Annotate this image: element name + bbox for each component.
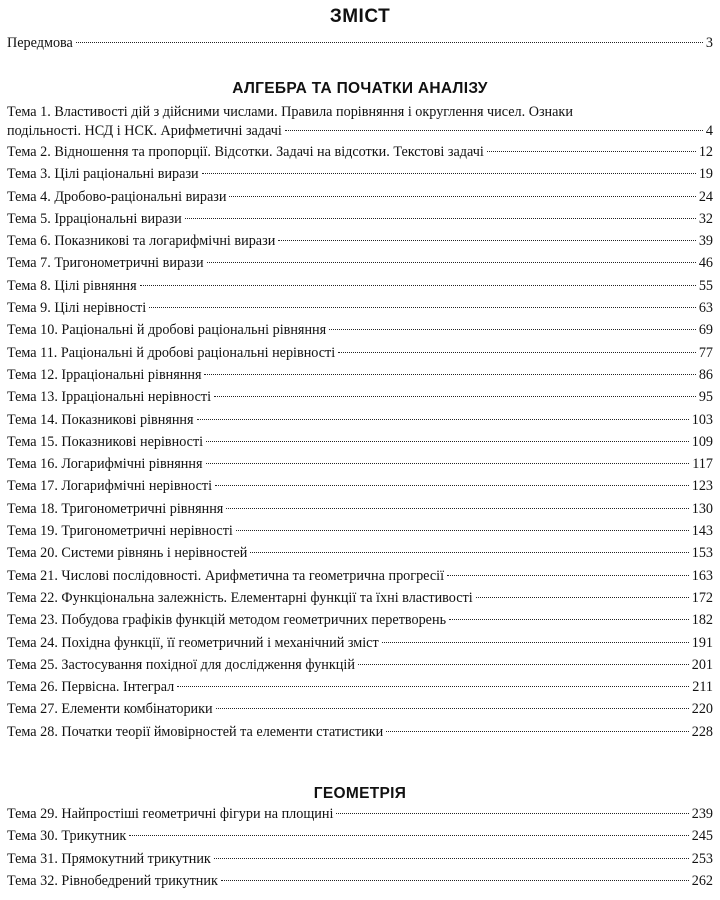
toc-entry-text: Передмова bbox=[7, 35, 73, 51]
toc-entry[interactable] bbox=[7, 409, 713, 431]
toc-entry[interactable] bbox=[7, 565, 713, 587]
dot-leader bbox=[449, 618, 689, 620]
toc-entry-text: Тема 14. Показникові рівняння bbox=[7, 411, 194, 428]
toc-entry[interactable] bbox=[7, 230, 713, 252]
toc-entry-page: 77 bbox=[698, 344, 713, 361]
dot-leader bbox=[214, 395, 696, 397]
toc-entry-text: Тема 24. Похідна функції, її геометричний і механічний зміст bbox=[7, 634, 379, 651]
dot-leader bbox=[338, 351, 696, 353]
dot-leader bbox=[229, 195, 695, 197]
dot-leader bbox=[221, 879, 689, 881]
dot-leader bbox=[278, 239, 696, 241]
dot-leader bbox=[447, 574, 689, 576]
toc-entry-page: 19 bbox=[698, 166, 713, 183]
dot-leader bbox=[329, 328, 696, 330]
toc-entry-text: Тема 23. Побудова графіків функцій методом геометричних перетворень bbox=[7, 612, 447, 629]
dot-leader bbox=[185, 217, 696, 219]
dot-leader bbox=[204, 373, 695, 375]
toc-entry-page: 24 bbox=[698, 188, 713, 205]
toc-entry[interactable] bbox=[7, 364, 713, 386]
toc-entry[interactable] bbox=[7, 431, 713, 453]
toc-entry-page: 239 bbox=[691, 806, 713, 822]
toc-entry[interactable] bbox=[7, 103, 713, 141]
toc-entry-text: Тема 3. Цілі раціональні вирази bbox=[7, 166, 199, 183]
preface-list bbox=[7, 32, 713, 54]
dot-leader bbox=[202, 172, 696, 174]
toc-entry-text: Тема 2. Відношення та пропорції. Відсотки. Задачі на відсотки. Текстові задачі bbox=[7, 144, 484, 160]
dot-leader bbox=[207, 261, 696, 263]
toc-entry-page: 201 bbox=[691, 656, 713, 673]
toc-entry-page: 262 bbox=[691, 872, 713, 889]
toc-entry-page: 211 bbox=[692, 679, 713, 696]
toc-entry-preface[interactable] bbox=[7, 32, 713, 54]
page-title: ЗМІСТ bbox=[329, 6, 391, 27]
toc-entry-page: 245 bbox=[691, 828, 713, 845]
dot-leader bbox=[206, 462, 690, 464]
toc-entry-text: Тема 13. Ірраціональні нерівності bbox=[7, 389, 212, 406]
toc-entry-text: Тема 17. Логарифмічні нерівності bbox=[7, 478, 213, 495]
dot-leader bbox=[197, 418, 689, 420]
toc-entry-page: 3 bbox=[705, 35, 713, 51]
toc-entry[interactable] bbox=[7, 141, 713, 163]
toc-entry-page: 55 bbox=[698, 277, 713, 294]
toc-entry[interactable] bbox=[7, 498, 713, 520]
dot-leader bbox=[149, 306, 696, 308]
toc-entry-text: Тема 16. Логарифмічні рівняння bbox=[7, 456, 203, 473]
toc-entry-text: Тема 9. Цілі нерівності bbox=[7, 300, 147, 317]
toc-entry[interactable] bbox=[7, 721, 713, 743]
dot-leader bbox=[487, 150, 696, 152]
toc-entry-page: 130 bbox=[691, 500, 713, 517]
dot-leader bbox=[214, 857, 689, 859]
toc-entry[interactable] bbox=[7, 297, 713, 319]
toc-entry-page: 117 bbox=[692, 456, 713, 473]
toc-entry-page: 63 bbox=[698, 300, 713, 317]
toc-entry-text: Тема 30. Трикутник bbox=[7, 828, 127, 845]
dot-leader bbox=[386, 730, 688, 732]
toc-entry-text: Тема 7. Тригонометричні вирази bbox=[7, 255, 204, 272]
toc-entry-text: Тема 31. Прямокутний трикутник bbox=[7, 850, 211, 867]
toc-entry-page: 228 bbox=[691, 723, 713, 740]
toc-entry[interactable] bbox=[7, 453, 713, 475]
toc-entry-page: 153 bbox=[691, 545, 713, 562]
toc-entry-text: Тема 18. Тригонометричні рівняння bbox=[7, 500, 224, 517]
dot-leader bbox=[382, 641, 689, 643]
toc-entry-text: Тема 8. Цілі рівняння bbox=[7, 277, 137, 294]
dot-leader bbox=[216, 707, 689, 709]
toc-entry-text: Тема 27. Елементи комбінаторики bbox=[7, 701, 213, 718]
toc-entry-text: Тема 6. Показникові та логарифмічні вирази bbox=[7, 233, 276, 250]
dot-leader bbox=[129, 834, 688, 836]
dot-leader bbox=[358, 663, 689, 665]
toc-entry-text: Тема 25. Застосування похідної для дослідження функцій bbox=[7, 656, 355, 673]
toc-entry-page: 123 bbox=[691, 478, 713, 495]
dot-leader bbox=[285, 129, 703, 131]
toc-entry[interactable] bbox=[7, 186, 713, 208]
dot-leader bbox=[206, 440, 689, 442]
dot-leader bbox=[250, 551, 688, 553]
toc-entry-text: Тема 19. Тригонометричні нерівності bbox=[7, 523, 233, 540]
geometry-topic-list bbox=[7, 803, 713, 892]
toc-entry-text: Тема 26. Первісна. Інтеграл bbox=[7, 679, 175, 696]
section-heading-algebra: АЛГЕБРА ТА ПОЧАТКИ АНАЛІЗУ bbox=[232, 80, 488, 97]
dot-leader bbox=[215, 484, 689, 486]
toc-entry[interactable] bbox=[7, 163, 713, 185]
toc-entry-text-line2: подільності. НСД і НСК. Арифметичні задачі bbox=[7, 123, 282, 139]
toc-entry-text: Тема 11. Раціональні й дробові раціональні нерівності bbox=[7, 344, 336, 361]
toc-entry-text: Тема 15. Показникові нерівності bbox=[7, 433, 204, 450]
toc-entry-page: 46 bbox=[698, 255, 713, 272]
toc-entry-page: 69 bbox=[698, 322, 713, 339]
toc-entry-text: Тема 20. Системи рівнянь і нерівностей bbox=[7, 545, 248, 562]
toc-entry[interactable] bbox=[7, 848, 713, 870]
toc-entry-page: 109 bbox=[691, 433, 713, 450]
toc-entry[interactable] bbox=[7, 698, 713, 720]
toc-entry-text: Тема 28. Початки теорії ймовірностей та елементи статистики bbox=[7, 723, 384, 740]
toc-entry-page: 253 bbox=[691, 850, 713, 867]
toc-entry[interactable] bbox=[7, 520, 713, 542]
dot-leader bbox=[76, 41, 703, 43]
dot-leader bbox=[336, 812, 688, 814]
toc-entry-text: Тема 21. Числові послідовності. Арифметична та геометрична прогресії bbox=[7, 567, 445, 584]
toc-entry-page: 182 bbox=[691, 612, 713, 629]
toc-entry-page: 143 bbox=[691, 523, 713, 540]
toc-entry-page: 95 bbox=[698, 389, 713, 406]
toc-entry[interactable] bbox=[7, 632, 713, 654]
toc-entry[interactable] bbox=[7, 319, 713, 341]
toc-entry-page: 39 bbox=[698, 233, 713, 250]
toc-entry[interactable] bbox=[7, 275, 713, 297]
toc-entry-page: 220 bbox=[691, 701, 713, 718]
toc-entry-text: Тема 12. Ірраціональні рівняння bbox=[7, 366, 202, 383]
toc-entry-text: Тема 5. Ірраціональні вирази bbox=[7, 210, 182, 227]
toc-entry[interactable] bbox=[7, 208, 713, 230]
toc-entry-page: 12 bbox=[698, 144, 713, 160]
toc-entry[interactable] bbox=[7, 654, 713, 676]
algebra-topic-list bbox=[7, 103, 713, 743]
toc-entry[interactable] bbox=[7, 870, 713, 892]
toc-entry-page: 103 bbox=[691, 411, 713, 428]
toc-entry[interactable] bbox=[7, 676, 713, 698]
section-heading-geometry: ГЕОМЕТРІЯ bbox=[313, 785, 407, 802]
toc-entry-text: Тема 22. Функціональна залежність. Елементарні функції та їхні властивості bbox=[7, 589, 473, 606]
toc-entry[interactable] bbox=[7, 342, 713, 364]
toc-entry-page: 4 bbox=[705, 123, 713, 139]
toc-entry-text-line1: Тема 1. Властивості дій з дійсними числами. Правила порівняння і округлення чисел. Ознаки bbox=[7, 104, 573, 120]
toc-entry-page: 32 bbox=[698, 210, 713, 227]
toc-entry[interactable] bbox=[7, 609, 713, 631]
toc-entry-text: Тема 4. Дробово-раціональні вирази bbox=[7, 188, 227, 205]
toc-entry[interactable] bbox=[7, 252, 713, 274]
toc-entry-text: Тема 29. Найпростіші геометричні фігури на площині bbox=[7, 806, 334, 822]
toc-entry-text: Тема 10. Раціональні й дробові раціональні рівняння bbox=[7, 322, 327, 339]
dot-leader bbox=[476, 596, 689, 598]
toc-entry-text: Тема 32. Рівнобедрений трикутник bbox=[7, 872, 218, 889]
toc-entry[interactable] bbox=[7, 803, 713, 825]
toc-entry-page: 86 bbox=[698, 366, 713, 383]
toc-entry[interactable] bbox=[7, 542, 713, 564]
dot-leader bbox=[140, 284, 696, 286]
dot-leader bbox=[236, 529, 689, 531]
toc-entry[interactable] bbox=[7, 587, 713, 609]
toc-entry-page: 172 bbox=[691, 589, 713, 606]
toc-entry-page: 191 bbox=[691, 634, 713, 651]
toc-entry[interactable] bbox=[7, 825, 713, 847]
toc-entry-page: 163 bbox=[691, 567, 713, 584]
dot-leader bbox=[177, 685, 689, 687]
toc-entry[interactable] bbox=[7, 475, 713, 497]
dot-leader bbox=[226, 507, 688, 509]
toc-entry[interactable] bbox=[7, 386, 713, 408]
